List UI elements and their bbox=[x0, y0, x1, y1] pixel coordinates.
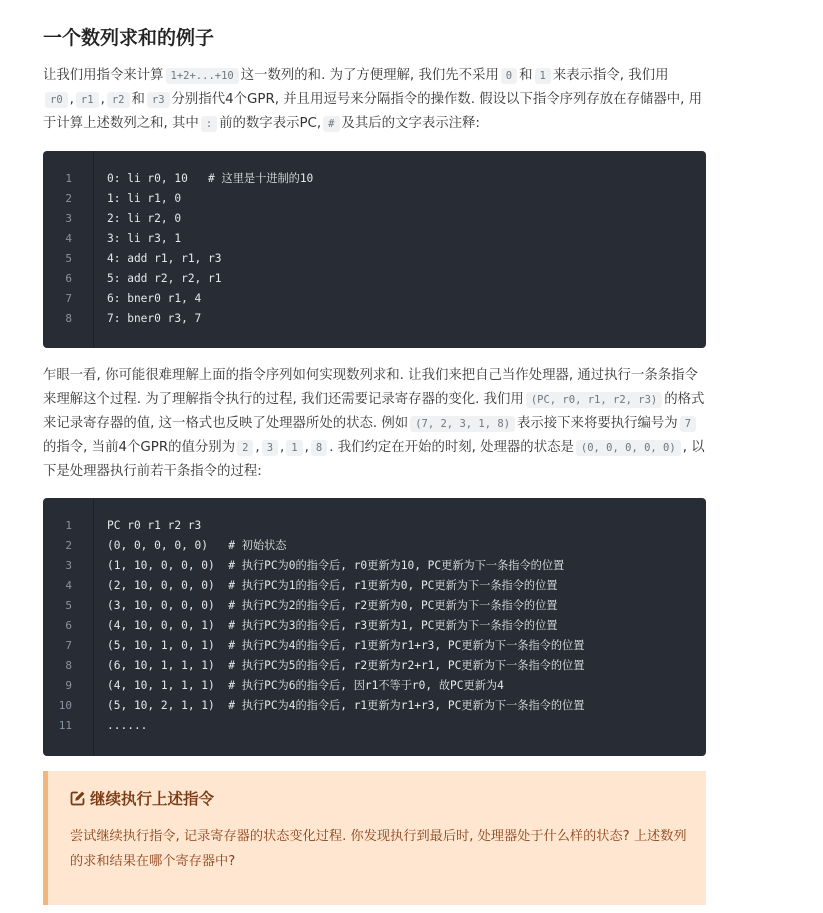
para-text: 表示接下来将要执行编号为 bbox=[517, 416, 678, 431]
line-number: 1 bbox=[65, 172, 72, 185]
para-text: 和 bbox=[131, 92, 145, 107]
para-text: 这一数列的和. 为了方便理解, 我们先不采用 bbox=[240, 68, 499, 83]
line-number: 8 bbox=[65, 312, 72, 325]
inline-code: r2 bbox=[107, 92, 130, 108]
line-number: 4 bbox=[65, 232, 72, 245]
code-line bbox=[43, 616, 706, 636]
para-text: , 以下是处理器执行前若干条指令的过程: bbox=[43, 440, 705, 479]
line-number: 6 bbox=[65, 272, 72, 285]
section-title: 一个数列求和的例子 bbox=[43, 27, 215, 49]
intro-paragraph bbox=[43, 64, 711, 136]
para-text: , bbox=[304, 440, 309, 455]
code-line bbox=[43, 596, 706, 616]
inline-code: 3 bbox=[262, 440, 278, 456]
code-line bbox=[43, 716, 706, 736]
code-text: (4, 10, 1, 1, 1) # 执行PC为6的指令后, 因r1不等于r0, 故PC更新为4 bbox=[107, 679, 504, 692]
inline-code: 1+2+...+10 bbox=[166, 68, 239, 84]
code-line bbox=[43, 556, 706, 576]
inline-code: r0 bbox=[45, 92, 68, 108]
inline-code: 1 bbox=[535, 68, 551, 84]
line-number: 5 bbox=[65, 599, 72, 612]
line-number: 6 bbox=[65, 619, 72, 632]
inline-code: r1 bbox=[76, 92, 99, 108]
code-line bbox=[43, 169, 706, 189]
inline-code: 8 bbox=[311, 440, 327, 456]
inline-code: (PC, r0, r1, r2, r3) bbox=[526, 392, 662, 408]
line-number: 7 bbox=[65, 639, 72, 652]
line-number: 5 bbox=[65, 252, 72, 265]
code-line bbox=[43, 269, 706, 289]
code-text: 4: add r1, r1, r3 bbox=[107, 252, 222, 265]
code-line bbox=[43, 536, 706, 556]
line-number: 4 bbox=[65, 579, 72, 592]
code-line bbox=[43, 289, 706, 309]
code-text: 6: bner0 r1, 4 bbox=[107, 292, 202, 305]
code-text: 3: li r3, 1 bbox=[107, 232, 182, 245]
inline-code: (0, 0, 0, 0, 0) bbox=[576, 440, 681, 456]
code-block-execution-trace[interactable] bbox=[43, 498, 706, 756]
code-line bbox=[43, 189, 706, 209]
callout-title bbox=[70, 788, 214, 810]
inline-code: (7, 2, 3, 1, 8) bbox=[410, 416, 515, 432]
code-line bbox=[43, 656, 706, 676]
code-text: ...... bbox=[107, 719, 148, 732]
code-text: 7: bner0 r3, 7 bbox=[107, 312, 202, 325]
para-text: 的指令, 当前4个GPR的值分别为 bbox=[43, 440, 236, 455]
line-number: 2 bbox=[65, 539, 72, 552]
code-line bbox=[43, 696, 706, 716]
line-number: 10 bbox=[58, 699, 72, 712]
para-text: , bbox=[100, 92, 105, 107]
para-text: 分别指代4个GPR, 并且用逗号来分隔指令的操作数. 假设以下指令序列存放在存储器中, 用于计算上述数列之和, 其中 bbox=[43, 92, 703, 131]
para-text: 乍眼一看, 你可能很难理解上面的指令序列如何实现数列求和. 让我们来把自己当作处理器, 通过执行一条条指令来理解这个过程. 为了理解指令执行的过程, 我们还需要记录寄存器的变化. 我们用 bbox=[43, 368, 698, 407]
inline-code: # bbox=[323, 116, 339, 132]
callout-title-text: 继续执行上述指令 bbox=[90, 790, 215, 808]
para-text: 前的数字表示PC, bbox=[219, 116, 322, 131]
line-number: 9 bbox=[65, 679, 72, 692]
line-number: 2 bbox=[65, 192, 72, 205]
code-line bbox=[43, 676, 706, 696]
inline-code: 1 bbox=[286, 440, 302, 456]
code-text: (6, 10, 1, 1, 1) # 执行PC为5的指令后, r2更新为r2+r1, PC更新为下一条指令的位置 bbox=[107, 659, 585, 672]
para-text: 来表示指令, 我们用 bbox=[552, 68, 669, 83]
code-line bbox=[43, 249, 706, 269]
callout-text: 尝试继续执行指令, 记录寄存器的状态变化过程. 你发现执行到最后时, 处理器处于什么样的状态? 上述数列的求和结果在哪个寄存器中? bbox=[70, 829, 687, 869]
code-text: 5: add r2, r2, r1 bbox=[107, 272, 222, 285]
line-number: 7 bbox=[65, 292, 72, 305]
line-number: 1 bbox=[65, 519, 72, 532]
code-text: 2: li r2, 0 bbox=[107, 212, 182, 225]
para-text: , bbox=[69, 92, 74, 107]
code-text: (0, 0, 0, 0, 0) # 初始状态 bbox=[107, 539, 287, 552]
code-line bbox=[43, 636, 706, 656]
code-text: (4, 10, 0, 0, 1) # 执行PC为3的指令后, r3更新为1, PC更新为下一条指令的位置 bbox=[107, 619, 558, 632]
code-line bbox=[43, 209, 706, 229]
code-lines bbox=[43, 516, 706, 736]
inline-code: : bbox=[201, 116, 217, 132]
line-number: 11 bbox=[58, 719, 72, 732]
line-number: 8 bbox=[65, 659, 72, 672]
para-text: , bbox=[255, 440, 260, 455]
code-text: (3, 10, 0, 0, 0) # 执行PC为2的指令后, r2更新为0, PC更新为下一条指令的位置 bbox=[107, 599, 558, 612]
code-text: (5, 10, 1, 0, 1) # 执行PC为4的指令后, r1更新为r1+r3, PC更新为下一条指令的位置 bbox=[107, 639, 585, 652]
code-text: (1, 10, 0, 0, 0) # 执行PC为0的指令后, r0更新为10, PC更新为下一条指令的位置 bbox=[107, 559, 565, 572]
para-text: 让我们用指令来计算 bbox=[43, 68, 164, 83]
edit-icon bbox=[70, 790, 90, 808]
code-text: (2, 10, 0, 0, 0) # 执行PC为1的指令后, r1更新为0, PC更新为下一条指令的位置 bbox=[107, 579, 558, 592]
para-text: 和 bbox=[519, 68, 533, 83]
code-text: (5, 10, 2, 1, 1) # 执行PC为4的指令后, r1更新为r1+r3, PC更新为下一条指令的位置 bbox=[107, 699, 585, 712]
explanation-paragraph bbox=[43, 364, 711, 484]
code-line bbox=[43, 516, 706, 536]
code-text: PC r0 r1 r2 r3 bbox=[107, 519, 202, 532]
inline-code: 0 bbox=[501, 68, 517, 84]
code-text: 1: li r1, 0 bbox=[107, 192, 182, 205]
para-text: . 我们约定在开始的时刻, 处理器的状态是 bbox=[329, 440, 574, 455]
code-lines bbox=[43, 169, 706, 329]
code-block-instructions[interactable] bbox=[43, 151, 706, 348]
inline-code: r3 bbox=[147, 92, 170, 108]
code-line bbox=[43, 229, 706, 249]
code-line bbox=[43, 576, 706, 596]
code-text: 0: li r0, 10 # 这里是十进制的10 bbox=[107, 172, 314, 185]
line-number: 3 bbox=[65, 559, 72, 572]
para-text: 及其后的文字表示注释: bbox=[341, 116, 480, 131]
inline-code: 7 bbox=[680, 416, 696, 432]
para-text: , bbox=[280, 440, 285, 455]
code-line bbox=[43, 309, 706, 329]
inline-code: 2 bbox=[237, 440, 253, 456]
exercise-callout bbox=[43, 771, 706, 905]
para-text: 的格式来记录寄存器的值, 这一格式也反映了处理器所处的状态. 例如 bbox=[43, 392, 705, 431]
line-number: 3 bbox=[65, 212, 72, 225]
